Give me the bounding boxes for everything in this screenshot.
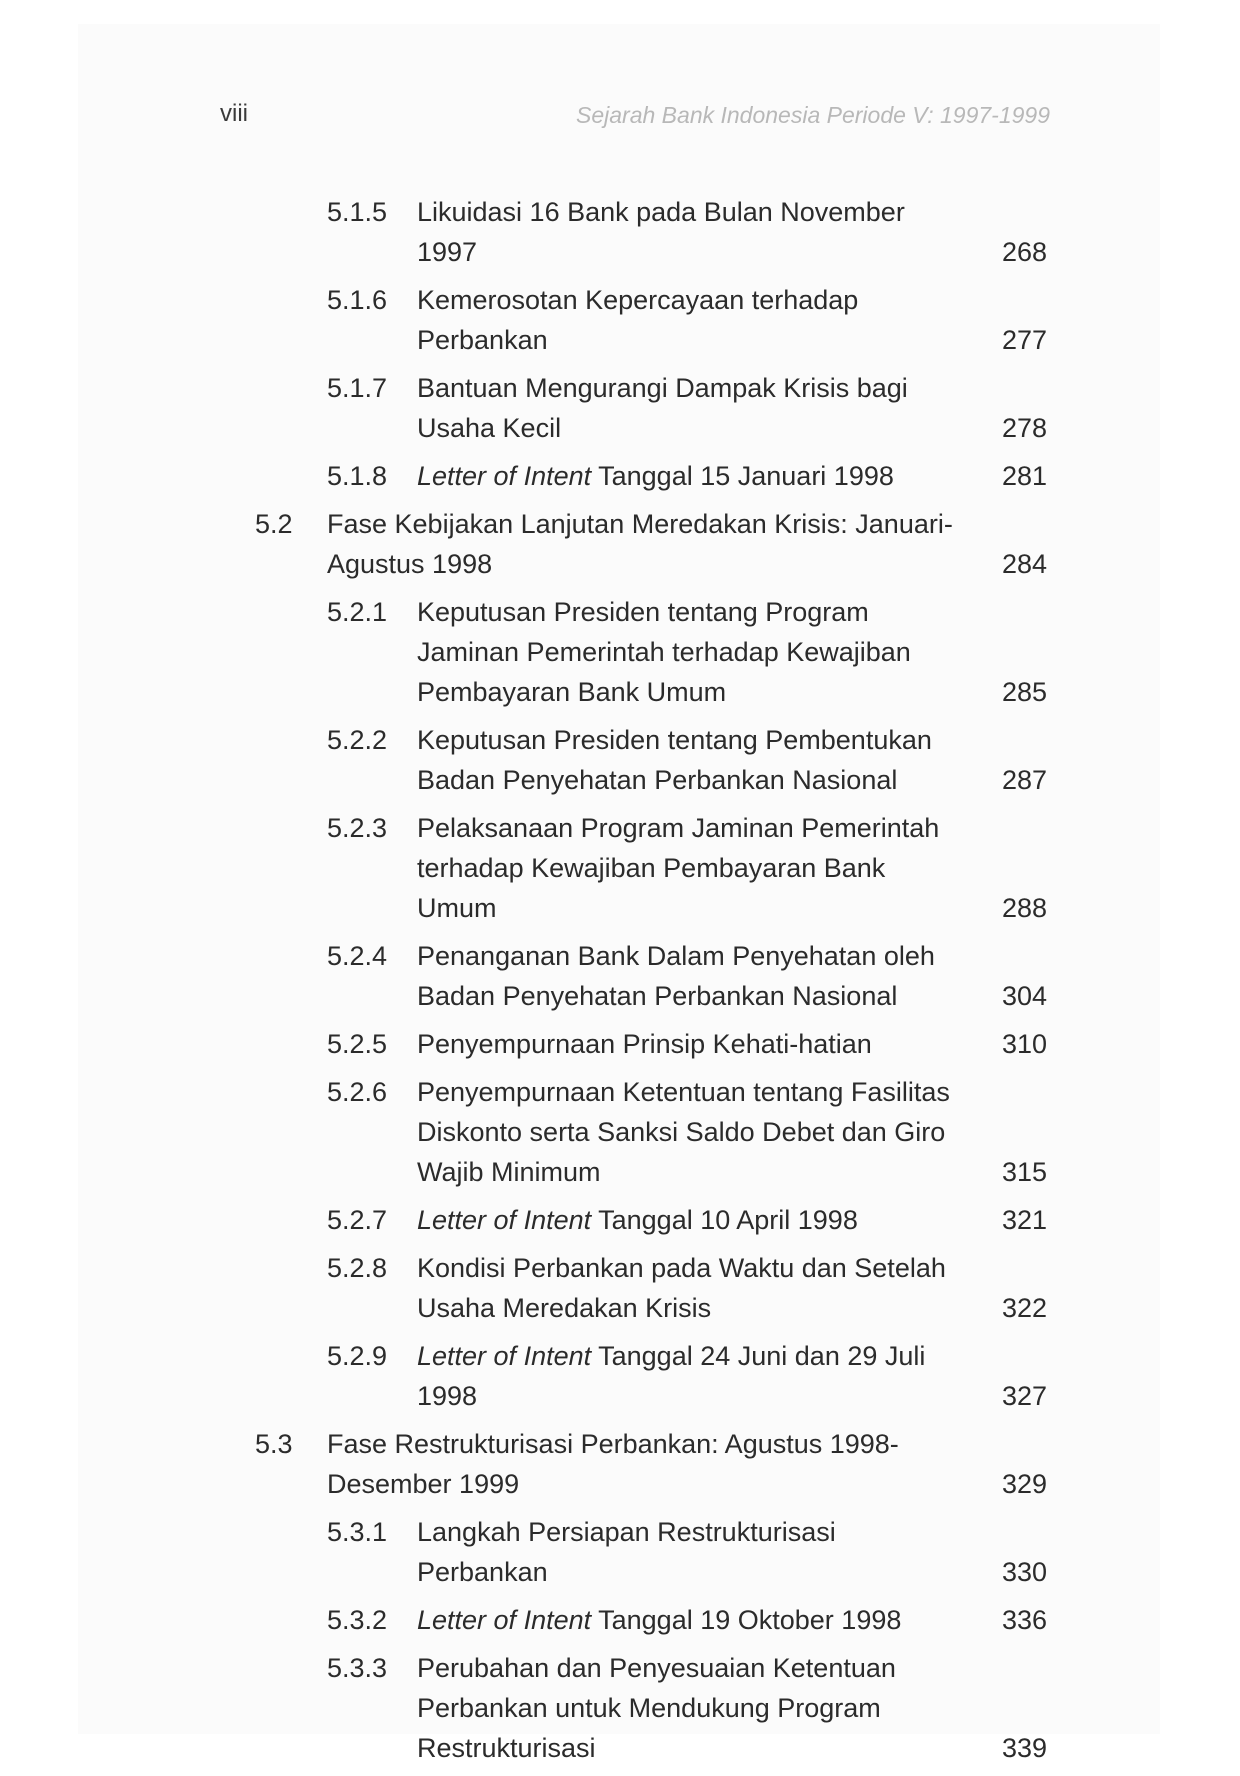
toc-entry-page: 336	[1001, 1605, 1047, 1635]
toc-entry-number: 5.3.3	[327, 1653, 388, 1683]
toc-entry-number: 5.2.1	[327, 597, 388, 627]
toc-entry-title	[417, 368, 967, 448]
toc-entry	[255, 1024, 1047, 1064]
toc-entry-title-text: Kemerosotan Kepercayaan terhadap Perbankan	[417, 285, 859, 355]
toc-entry-title-text: Pelaksanaan Program Jaminan Pemerintah terhadap Kewajiban Pembayaran Bank Umum	[417, 813, 940, 923]
toc-entry-page: 278	[1001, 413, 1047, 443]
toc-entry-title-text: Tanggal 19 Oktober 1998	[591, 1605, 902, 1635]
toc-entry	[255, 1424, 1047, 1504]
toc-entry-title	[417, 936, 967, 1016]
toc-entry-page: 285	[1001, 677, 1047, 707]
toc-entry	[255, 936, 1047, 1016]
toc-entry-title-text: Penyempurnaan Prinsip Kehati-hatian	[417, 1029, 872, 1059]
toc-entry-title	[417, 456, 967, 496]
toc-entry-title	[417, 280, 967, 360]
toc-entry-page: 288	[1001, 893, 1047, 923]
toc-entry-title	[417, 1512, 967, 1592]
toc-entry-title-italic: Letter of Intent	[417, 1205, 592, 1235]
toc-entry	[255, 504, 1047, 584]
toc-entry-title-italic: Letter of Intent	[417, 1605, 592, 1635]
toc-entry-title-text: Tanggal 10 April 1998	[591, 1205, 858, 1235]
toc-entry	[255, 1336, 1047, 1416]
toc-entry-number: 5.2.2	[327, 725, 388, 755]
toc-entry-page: 339	[1001, 1733, 1047, 1763]
toc-entry-page: 322	[1001, 1293, 1047, 1323]
toc-entry-number: 5.3.1	[327, 1517, 388, 1547]
toc-entry-title	[417, 192, 967, 272]
toc-entry-title	[417, 1072, 967, 1192]
toc-entry-title	[417, 1248, 967, 1328]
toc-entry-title	[417, 1336, 967, 1416]
toc-entry	[255, 1600, 1047, 1640]
toc-entry-page: 287	[1001, 765, 1047, 795]
toc-entry-title-text: Perubahan dan Penyesuaian Ketentuan Perbankan untuk Mendukung Program Restrukturisasi	[417, 1653, 896, 1763]
toc-entry-title	[417, 1600, 967, 1640]
toc-entry-number: 5.1.7	[327, 373, 388, 403]
toc-entry-page: 321	[1001, 1205, 1047, 1235]
toc-entry-title-text: Keputusan Presiden tentang Program Jaminan Pemerintah terhadap Kewajiban Pembayaran Bank Umum	[417, 597, 911, 707]
toc-entry-number: 5.2	[255, 509, 293, 539]
toc-entry-number: 5.2.4	[327, 941, 388, 971]
toc-entry	[255, 192, 1047, 272]
toc-entry-page: 327	[1001, 1381, 1047, 1411]
toc-entry-number: 5.2.9	[327, 1341, 388, 1371]
toc-entry-page: 329	[1001, 1469, 1047, 1499]
toc-entry-title	[417, 1648, 967, 1768]
toc-entry-title	[417, 592, 967, 712]
toc-entry-title-text: Tanggal 24 Juni dan 29 Juli 1998	[417, 1341, 926, 1411]
toc-entry-title-text: Kondisi Perbankan pada Waktu dan Setelah Usaha Meredakan Krisis	[417, 1253, 946, 1323]
page-header	[220, 100, 1050, 140]
toc-entry	[255, 592, 1047, 712]
toc-entry	[255, 456, 1047, 496]
toc-entry-title	[327, 504, 967, 584]
toc-entry-title-text: Keputusan Presiden tentang Pembentukan Badan Penyehatan Perbankan Nasional	[417, 725, 932, 795]
toc-entry-page: 281	[1001, 461, 1047, 491]
toc-entry-page: 284	[1001, 549, 1047, 579]
toc-entry-number: 5.1.6	[327, 285, 388, 315]
toc-entry-title	[417, 808, 967, 928]
toc-entry-page: 310	[1001, 1029, 1047, 1059]
toc-entry-title	[417, 1024, 967, 1064]
toc-entry-number: 5.1.5	[327, 197, 388, 227]
toc-entry-number: 5.2.5	[327, 1029, 388, 1059]
toc-entry	[255, 1200, 1047, 1240]
toc-entry-title	[417, 720, 967, 800]
toc-entry-title-text: Langkah Persiapan Restrukturisasi Perbankan	[417, 1517, 836, 1587]
toc-entry-title-italic: Letter of Intent	[417, 1341, 592, 1371]
toc-entry-title-text: Penyempurnaan Ketentuan tentang Fasilitas Diskonto serta Sanksi Saldo Debet dan Giro Wajib Minimum	[417, 1077, 950, 1187]
toc-entry-number: 5.3	[255, 1429, 293, 1459]
toc-entry-title	[327, 1424, 967, 1504]
toc-entry-title-text: Likuidasi 16 Bank pada Bulan November 1997	[417, 197, 905, 267]
toc-entry-number: 5.2.7	[327, 1205, 388, 1235]
toc-entry-page: 330	[1001, 1557, 1047, 1587]
toc-entry-title-text: Penanganan Bank Dalam Penyehatan oleh Badan Penyehatan Perbankan Nasional	[417, 941, 935, 1011]
toc-entry-title-text: Tanggal 15 Januari 1998	[591, 461, 894, 491]
toc-entry-title-text: Fase Kebijakan Lanjutan Meredakan Krisis: Januari-Agustus 1998	[327, 509, 953, 579]
toc-entry-title-italic: Letter of Intent	[417, 461, 592, 491]
toc-entry-title-text: Fase Restrukturisasi Perbankan: Agustus 1998-Desember 1999	[327, 1429, 899, 1499]
toc-entry-number: 5.3.2	[327, 1605, 388, 1635]
toc-entry	[255, 1512, 1047, 1592]
toc-entry-page: 268	[1001, 237, 1047, 267]
toc-entry-number: 5.2.8	[327, 1253, 388, 1283]
toc-entry-page: 304	[1001, 981, 1047, 1011]
toc-entry-page: 315	[1001, 1157, 1047, 1187]
running-head: Sejarah Bank Indonesia Periode V: 1997-1999	[576, 102, 1050, 128]
toc-entry	[255, 368, 1047, 448]
toc-entry	[255, 1648, 1047, 1768]
toc-entry	[255, 808, 1047, 928]
table-of-contents	[255, 192, 1047, 1776]
toc-entry	[255, 720, 1047, 800]
toc-entry-page: 277	[1001, 325, 1047, 355]
toc-entry-title	[417, 1200, 967, 1240]
toc-entry	[255, 1248, 1047, 1328]
toc-entry-number: 5.1.8	[327, 461, 388, 491]
toc-entry-number: 5.2.3	[327, 813, 388, 843]
toc-entry	[255, 280, 1047, 360]
toc-entry-number: 5.2.6	[327, 1077, 388, 1107]
toc-entry	[255, 1072, 1047, 1192]
toc-entry-title-text: Bantuan Mengurangi Dampak Krisis bagi Usaha Kecil	[417, 373, 908, 443]
page-number: viii	[220, 100, 248, 127]
